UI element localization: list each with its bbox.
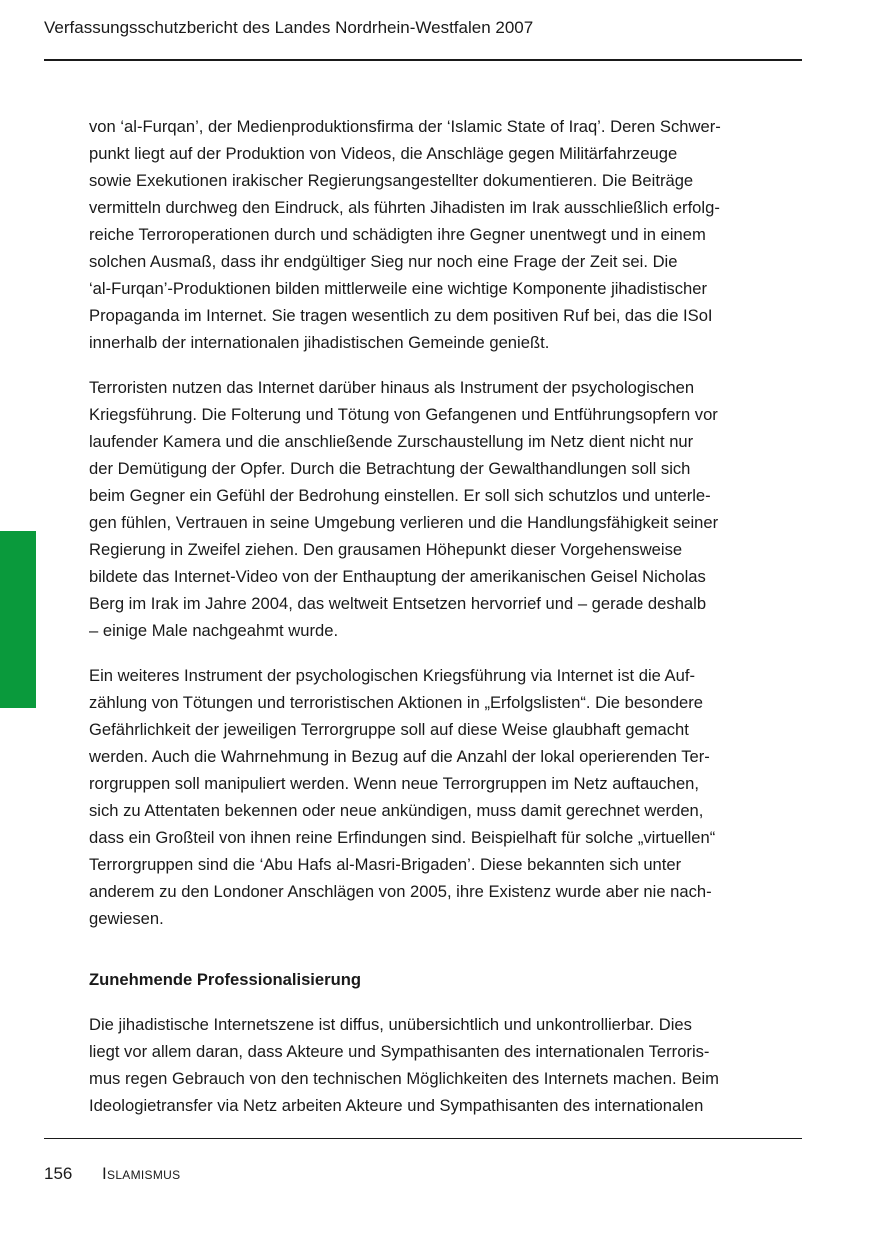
text-line: Regierung in Zweifel ziehen. Den grausamen Höhepunkt dieser Vorgehensweise	[89, 540, 683, 559]
text-line: Gefährlichkeit der jeweiligen Terrorgruppe soll auf diese Weise glaubhaft gemacht	[89, 720, 689, 739]
text-line: Berg im Irak im Jahre 2004, das weltweit Entsetzen hervorrief und – gerade deshalb	[89, 594, 707, 613]
text-line: beim Gegner ein Gefühl der Bedrohung einstellen. Er soll sich schutzlos und unterle-	[89, 486, 711, 505]
text-line: Propaganda im Internet. Sie tragen wesentlich zu dem positiven Ruf bei, das die ISoI	[89, 306, 713, 325]
text-line: mus regen Gebrauch von den technischen Möglichkeiten des Internets machen. Beim	[89, 1069, 719, 1088]
text-line: dass ein Großteil von ihnen reine Erfindungen sind. Beispielhaft für solche „virtuellen“	[89, 828, 716, 847]
body-text	[89, 113, 805, 1119]
paragraph-4	[89, 1011, 805, 1119]
paragraph-3	[89, 662, 805, 932]
text-line: reiche Terroroperationen durch und schädigten ihre Gegner unentwegt und in einem	[89, 225, 706, 244]
text-line: rorgruppen soll manipuliert werden. Wenn neue Terrorgruppen im Netz auftauchen,	[89, 774, 700, 793]
text-line: innerhalb der internationalen jihadistischen Gemeinde genießt.	[89, 333, 550, 352]
text-line: Die jihadistische Internetszene ist diffus, unübersichtlich und unkontrollierbar. Dies	[89, 1015, 692, 1034]
text-line: werden. Auch die Wahrnehmung in Bezug auf die Anzahl der lokal operierenden Ter-	[89, 747, 710, 766]
text-line: von ‘al-Furqan’, der Medienproduktionsfirma der ‘Islamic State of Iraq’. Deren Schwer-	[89, 117, 721, 136]
section-heading: Zunehmende Professionalisierung	[89, 970, 362, 989]
running-header: Verfassungsschutzbericht des Landes Nordrhein-Westfalen 2007	[44, 18, 534, 37]
text-line: solchen Ausmaß, dass ihr endgültiger Sieg nur noch eine Frage der Zeit sei. Die	[89, 252, 678, 271]
text-line: Ein weiteres Instrument der psychologischen Kriegsführung via Internet ist die Auf-	[89, 666, 695, 685]
text-line: Terrorgruppen sind die ‘Abu Hafs al-Masri-Brigaden’. Diese bekannten sich unter	[89, 855, 682, 874]
text-line: punkt liegt auf der Produktion von Videos, die Anschläge gegen Militärfahrzeuge	[89, 144, 678, 163]
text-line: Terroristen nutzen das Internet darüber hinaus als Instrument der psychologischen	[89, 378, 695, 397]
page-number: 156	[44, 1164, 73, 1183]
paragraph-2	[89, 374, 805, 644]
header-divider	[44, 59, 802, 61]
text-line: Ideologietransfer via Netz arbeiten Akteure und Sympathisanten des internationalen	[89, 1096, 704, 1115]
chapter-color-tab	[0, 531, 36, 708]
text-line: anderem zu den Londoner Anschlägen von 2005, ihre Existenz wurde aber nie nach-	[89, 882, 712, 901]
text-line: bildete das Internet-Video von der Enthauptung der amerikanischen Geisel Nicholas	[89, 567, 706, 586]
footer-divider	[44, 1138, 802, 1139]
text-line: liegt vor allem daran, dass Akteure und Sympathisanten des internationalen Terroris-	[89, 1042, 710, 1061]
text-line: Kriegsführung. Die Folterung und Tötung von Gefangenen und Entführungsopfern vor	[89, 405, 718, 424]
paragraph-1	[89, 113, 805, 356]
text-line: vermitteln durchweg den Eindruck, als führten Jihadisten im Irak ausschließlich erfolg-	[89, 198, 720, 217]
text-line: ‘al-Furqan’-Produktionen bilden mittlerweile eine wichtige Komponente jihadistischer	[89, 279, 707, 298]
chapter-name: Islamismus	[102, 1164, 181, 1183]
text-line: gewiesen.	[89, 909, 164, 928]
text-line: – einige Male nachgeahmt wurde.	[89, 621, 339, 640]
text-line: laufender Kamera und die anschließende Zurschaustellung im Netz dient nicht nur	[89, 432, 694, 451]
text-line: zählung von Tötungen und terroristischen Aktionen in „Erfolgslisten“. Die besondere	[89, 693, 704, 712]
text-line: gen fühlen, Vertrauen in seine Umgebung verlieren und die Handlungsfähigkeit seiner	[89, 513, 719, 532]
text-line: sich zu Attentaten bekennen oder neue ankündigen, muss damit gerechnet werden,	[89, 801, 704, 820]
text-line: der Demütigung der Opfer. Durch die Betrachtung der Gewalthandlungen soll sich	[89, 459, 691, 478]
text-line: sowie Exekutionen irakischer Regierungsangestellter dokumentieren. Die Beiträge	[89, 171, 694, 190]
